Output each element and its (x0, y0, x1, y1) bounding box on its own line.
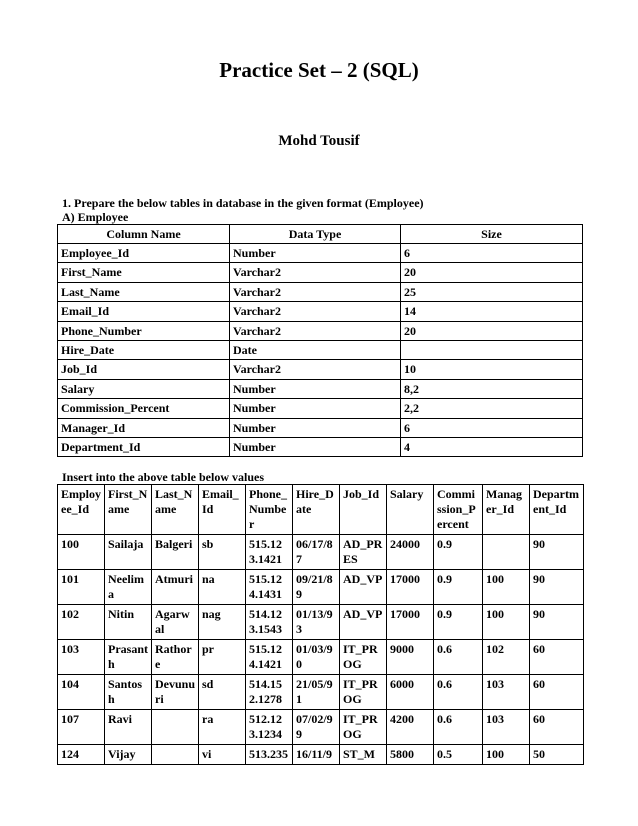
table-cell: 60 (530, 675, 584, 710)
column-header: Employee_Id (58, 485, 105, 535)
column-header: First_Name (105, 485, 152, 535)
table-cell: Varchar2 (230, 321, 401, 340)
table-cell: Atmuri (152, 570, 199, 605)
table-row (58, 710, 584, 745)
table-cell: 103 (58, 640, 105, 675)
table-cell (483, 535, 530, 570)
table-cell: 14 (401, 302, 583, 321)
table-cell: Salary (58, 379, 230, 398)
table-cell: 6000 (387, 675, 434, 710)
table-cell: Number (230, 437, 401, 456)
column-header: Column Name (58, 225, 230, 244)
table-cell: Prasanth (105, 640, 152, 675)
table-cell: ST_M (340, 745, 387, 765)
table-cell: 124 (58, 745, 105, 765)
table-cell: vi (199, 745, 246, 765)
table-cell: 9000 (387, 640, 434, 675)
table-cell: Varchar2 (230, 360, 401, 379)
table-cell: Number (230, 244, 401, 263)
column-header: Salary (387, 485, 434, 535)
column-header: Department_Id (530, 485, 584, 535)
table-cell: 09/21/89 (293, 570, 340, 605)
schema-table (57, 224, 583, 457)
table-cell: 06/17/87 (293, 535, 340, 570)
table-cell: 102 (483, 640, 530, 675)
table-cell: 17000 (387, 570, 434, 605)
table-row (58, 340, 583, 359)
table-row (58, 605, 584, 640)
table-cell: 4200 (387, 710, 434, 745)
table-cell: Sailaja (105, 535, 152, 570)
table-cell: ra (199, 710, 246, 745)
table-cell: 21/05/91 (293, 675, 340, 710)
table-cell: 0.6 (434, 640, 483, 675)
table-cell: First_Name (58, 263, 230, 282)
table-cell: Number (230, 399, 401, 418)
column-header: Phone_Number (246, 485, 293, 535)
table-cell: AD_VP (340, 570, 387, 605)
table-cell: 100 (58, 535, 105, 570)
table-cell: Agarwal (152, 605, 199, 640)
table-row (58, 263, 583, 282)
table-cell: AD_VP (340, 605, 387, 640)
table-cell: 0.6 (434, 675, 483, 710)
table-cell: 20 (401, 321, 583, 340)
table-cell: Employee_Id (58, 244, 230, 263)
table-cell: 514.123.1543 (246, 605, 293, 640)
table-cell: 2,2 (401, 399, 583, 418)
table-cell: 6 (401, 418, 583, 437)
table-cell: na (199, 570, 246, 605)
table-cell: 60 (530, 640, 584, 675)
table-cell: Santosh (105, 675, 152, 710)
table-cell: Job_Id (58, 360, 230, 379)
table-cell: 515.123.1421 (246, 535, 293, 570)
table-cell: 07/02/99 (293, 710, 340, 745)
table-cell: 104 (58, 675, 105, 710)
table-cell: 0.6 (434, 710, 483, 745)
table-row (58, 302, 583, 321)
table-cell: sb (199, 535, 246, 570)
table-cell: 515.124.1421 (246, 640, 293, 675)
table-cell: sd (199, 675, 246, 710)
table-cell: Manager_Id (58, 418, 230, 437)
table-cell: IT_PROG (340, 675, 387, 710)
column-header: Last_Name (152, 485, 199, 535)
insert-heading: Insert into the above table below values (62, 470, 264, 484)
table-cell: Phone_Number (58, 321, 230, 340)
table-cell: Rathore (152, 640, 199, 675)
table-cell: 20 (401, 263, 583, 282)
table-cell (152, 745, 199, 765)
table-cell: Devunuri (152, 675, 199, 710)
table-cell: 0.9 (434, 605, 483, 640)
column-header: Job_Id (340, 485, 387, 535)
page-title: Practice Set – 2 (SQL) (219, 58, 419, 82)
table-cell: 102 (58, 605, 105, 640)
table-cell: 103 (483, 675, 530, 710)
table-cell: 50 (530, 745, 584, 765)
table-cell: 01/13/93 (293, 605, 340, 640)
table-cell: Number (230, 379, 401, 398)
table-cell: 24000 (387, 535, 434, 570)
table-row (58, 379, 583, 398)
table-cell: 515.124.1431 (246, 570, 293, 605)
table-cell: 0.5 (434, 745, 483, 765)
author-name: Mohd Tousif (278, 133, 360, 149)
table-cell: 107 (58, 710, 105, 745)
table-cell: Date (230, 340, 401, 359)
table-cell: 100 (483, 570, 530, 605)
table-cell: 16/11/9 (293, 745, 340, 765)
column-header: Size (401, 225, 583, 244)
subheading: A) Employee (62, 210, 129, 224)
table-cell: 100 (483, 605, 530, 640)
table-cell: 101 (58, 570, 105, 605)
table-row (58, 640, 584, 675)
column-header: Commission_Percent (434, 485, 483, 535)
table-cell (152, 710, 199, 745)
table-cell: 4 (401, 437, 583, 456)
table-row (58, 437, 583, 456)
table-row (58, 745, 584, 765)
table-cell: 17000 (387, 605, 434, 640)
table-cell: 0.9 (434, 535, 483, 570)
table-cell: Commission_Percent (58, 399, 230, 418)
column-header: Data Type (230, 225, 401, 244)
table-cell: 8,2 (401, 379, 583, 398)
table-cell: 10 (401, 360, 583, 379)
column-header: Hire_Date (293, 485, 340, 535)
table-cell: Hire_Date (58, 340, 230, 359)
table-cell: Ravi (105, 710, 152, 745)
column-header: Email_Id (199, 485, 246, 535)
table-cell: 514.152.1278 (246, 675, 293, 710)
table-cell (401, 340, 583, 359)
table-row (58, 244, 583, 263)
table-cell: Vijay (105, 745, 152, 765)
table-cell: Varchar2 (230, 302, 401, 321)
table-row (58, 535, 584, 570)
column-header: Manager_Id (483, 485, 530, 535)
table-cell: 6 (401, 244, 583, 263)
table-cell: pr (199, 640, 246, 675)
values-table (57, 484, 584, 765)
table-cell: Nitin (105, 605, 152, 640)
table-cell: 90 (530, 570, 584, 605)
table-cell: Varchar2 (230, 282, 401, 301)
table-row (58, 675, 584, 710)
table-cell: Department_Id (58, 437, 230, 456)
table-cell: Balgeri (152, 535, 199, 570)
table-cell: Varchar2 (230, 263, 401, 282)
table-cell: Last_Name (58, 282, 230, 301)
table-row (58, 570, 584, 605)
table-cell: Neelima (105, 570, 152, 605)
table-cell: 103 (483, 710, 530, 745)
table-cell: 0.9 (434, 570, 483, 605)
table-cell: IT_PROG (340, 710, 387, 745)
table-cell: 90 (530, 605, 584, 640)
table-row (58, 321, 583, 340)
table-row (58, 418, 583, 437)
table-cell: IT_PROG (340, 640, 387, 675)
table-cell: 513.235 (246, 745, 293, 765)
table-cell: 25 (401, 282, 583, 301)
table-cell: 90 (530, 535, 584, 570)
table-cell: 5800 (387, 745, 434, 765)
table-cell: 60 (530, 710, 584, 745)
table-cell: Email_Id (58, 302, 230, 321)
table-cell: AD_PRES (340, 535, 387, 570)
table-row (58, 282, 583, 301)
table-cell: 512.123.1234 (246, 710, 293, 745)
table-row (58, 399, 583, 418)
table-row (58, 360, 583, 379)
question-text: 1. Prepare the below tables in database in the given format (Employee) (62, 196, 424, 210)
table-cell: 01/03/90 (293, 640, 340, 675)
table-cell: 100 (483, 745, 530, 765)
table-cell: nag (199, 605, 246, 640)
table-cell: Number (230, 418, 401, 437)
